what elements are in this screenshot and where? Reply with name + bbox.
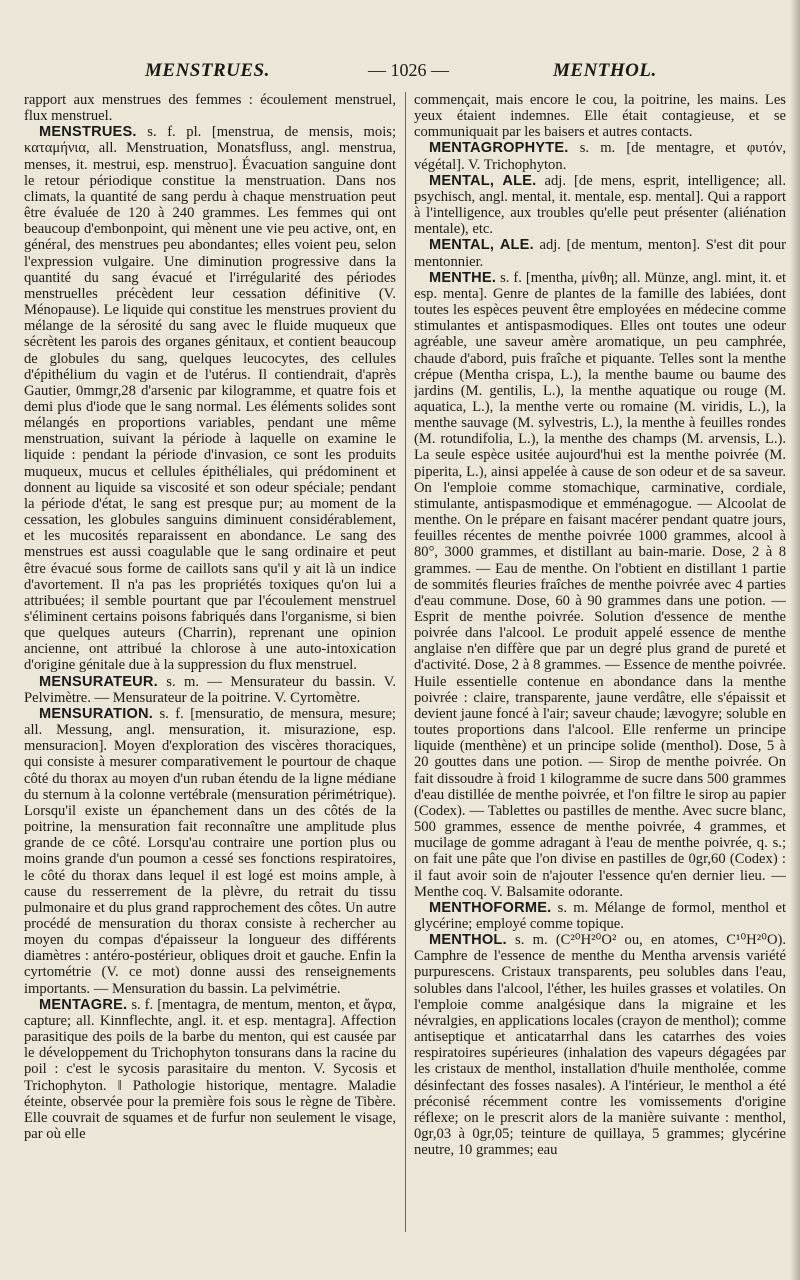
entry-headword: MENTHOL. <box>429 932 507 949</box>
entry-text: adj. [de mens, esprit, intelligence; all. psychisch, angl. mental, it. mentale, esp. mental]. Qui a rapport à l'intelligence, aux troubles qu'elle peut présenter (aliénation mentale), etc. <box>414 172 786 238</box>
page-number: — 1026 — <box>368 60 449 80</box>
entry-headword: MENTHE. <box>429 269 497 286</box>
entry-text: s. m. (C²⁰H²⁰O² ou, en atomes, C¹⁰H²⁰O). Camphre de l'essence de menthe du Mentha arvensis variété purpurescens. Cristaux transparents, peu solubles dans l'eau, solubles dans l'alcool, l'éther, les huiles grasses et volatiles. On l'emploie comme analgésique dans la migraine et les névralgies, en applications locales (crayon de menthol); comme antiseptique et anticatarrhal dans les catarrhes des voies respiratoires supérieures (inhalation des vapeurs dégagées par les cristaux de menthol, installation d'huile mentholée, comme désinfectant des fosses nasales). A l'intérieur, le menthol a été préconisé récemment contre les vomissements d'origine réflexe; on le prescrit alors de la manière suivante : menthol, 0gr,03 à 0gr,05; teinture de quillaya, 5 grammes; glycérine neutre, 10 grammes; eau <box>414 932 786 1159</box>
dictionary-entry <box>414 900 786 932</box>
entry-text: rapport aux menstrues des femmes : écoulement menstruel, flux menstruel. <box>24 92 396 125</box>
dictionary-entry <box>414 270 786 900</box>
entry-text: commençait, mais encore le cou, la poitrine, les mains. Les yeux étaient indemnes. Elle était contagieuse, et se communiquait par les baisers et autres contacts. <box>414 92 786 141</box>
entry-text: s. m. Mélange de formol, menthol et glycérine; employé comme topique. <box>414 899 786 932</box>
right-column <box>414 92 786 1242</box>
entry-text: adj. [de mentum, menton]. S'est dit pour mentonnier. <box>414 237 786 270</box>
dictionary-entry <box>414 237 786 269</box>
dictionary-entry <box>414 92 786 140</box>
dictionary-entry <box>24 706 396 997</box>
entry-headword: MENTAGROPHYTE. <box>429 140 569 157</box>
entry-text: s. f. [mentagra, de mentum, menton, et ἄγρα, capture; all. Kinnflechte, angl. it. et esp. mentagra]. Affection parasitique des poils de la barbe du menton, qui est causée par le développement du Trichophyton tonsurans dans la racine du poil : c'est le sycosis parasitaire du menton. V. Sycosis et Trichophyton. ‖ Pathologie historique, mentagre. Maladie éteinte, observée pour la première fois sous le règne de Tibère. Elle couvrait de squames et de furfur non seulement le visage, par où elle <box>24 996 396 1142</box>
dictionary-entry <box>414 140 786 172</box>
dictionary-entry <box>24 997 396 1142</box>
entry-headword: MENSTRUES. <box>39 124 137 141</box>
dictionary-entry <box>24 92 396 124</box>
entry-text: s. f. pl. [menstrua, de mensis, mois; καταμήνια, all. Menstruation, Monatsfluss, angl. menstrua, menses, it. mestrui, esp. menstruo]. Évacuation sanguine dont le retour périodique constitue la menstruation. Dans nos climats, la quantité de sang perdu à chaque menstruation peut être évaluée de 120 à 240 grammes. Les femmes qui ont beaucoup d'embonpoint, qui mènent une vie peu active, ont, en général, des menstrues peu abondantes; elles voient peu, selon l'expression vulgaire. Une diminution progressive dans la quantité du sang évacué et l'irrégularité des périodes menstruelles précèdent leur cessation définitive (V. Ménopause). Le liquide qui constitue les menstrues provient du mélange de la sérosité du sang avec le fluide muqueux que sécrètent les parois des organes génitaux, et contient beaucoup de globules du sang, quelques leucocytes, des cellules d'épithélium du vagin et de l'utérus. Il contiendrait, d'après Gautier, 0mmgr,28 d'arsenic par kilogramme, et quatre fois et demi plus d'iode que le sang normal. Les éléments solides sont mélangés en proportions variables, pendant une même menstruation, suivant la période à laquelle on examine le liquide : pendant la période d'invasion, ce sont les produits muqueux, mucus et cellules épithéliales, qui prédominent et donnent au liquide sa viscosité et son odeur spéciale; pendant la période d'état, le sang est presque pur; au moment de la cessation, les globules sanguins diminuent considérablement, et les mucosités reparaissent en abondance. Le sang des menstrues est aussi coagulable que le sang ordinaire et peut être évacué sous forme de caillots sans qu'il y ait là un indice d'avortement. Il n'a pas les propriétés toxiques qu'on lui a attribuées; il semble pourtant que par l'écoulement menstruel s'éliminent certains poisons fabriqués dans l'organisme, si bien que quelques auteurs (Charrin), reprenant une opinion ancienne, ont attribué la chlorose à une auto-intoxication d'origine génitale due à la suppression du flux menstruel. <box>24 124 396 674</box>
dictionary-entry <box>414 932 786 1158</box>
entry-text: s. m. — Mensurateur du bassin. V. Pelvimètre. — Mensurateur de la poitrine. V. Cyrtomètre. <box>24 673 396 706</box>
dictionary-entry <box>414 173 786 238</box>
running-header <box>0 60 800 88</box>
entry-text: s. f. [mentha, μίνθη; all. Münze, angl. mint, it. et esp. menta]. Genre de plantes de la famille des labiées, dont toutes les espèces peuvent être employées en médecine comme stimulantes et antispasmodiques. Elles ont toutes une odeur agréable, une saveur amère aromatique, un peu camphrée, chaude d'abord, puis fraîche et piquante. Telles sont la menthe crépue (Mentha crispa, L.), la menthe baume ou baume des jardins (M. gentilis, L.), la menthe aquatique ou rouge (M. aquatica, L.), la menthe verte ou romaine (M. viridis, L.), la menthe sauvage (M. sylvestris, L.), la menthe à feuilles rondes (M. rotundifolia, L.), la menthe des champs (M. arvensis, L.). La seule espèce usitée aujourd'hui est la menthe poivrée (M. piperita, L.), ainsi appelée à cause de son odeur et de sa saveur. On l'emploie comme stomachique, carminative, cordiale, stimulante, antispasmodique et emménagogue. — Alcoolat de menthe. On le prépare en faisant macérer pendant quatre jours, feuilles récentes de menthe poivrée 1000 grammes, alcool à 80°, 3000 grammes, et distillant au bain-marie. Dose, 2 à 8 grammes. — Eau de menthe. On l'obtient en distillant 1 partie de sommités fleuries fraîches de menthe poivrée avec 4 parties d'eau commune. Dose, 60 à 90 grammes dans une potion. — Esprit de menthe poivrée. Solution d'essence de menthe poivrée dans l'alcool. Le produit appelé essence de menthe anglaise n'en diffère que par un degré plus grand de pureté et d'activité. Dose, 2 à 8 grammes. — Essence de menthe poivrée. Huile essentielle contenue en abondance dans la menthe poivrée : claire, transparente, jaune verdâtre, elle s'épaissit et devient jaune foncé à l'air; saveur chaude; lævogyre; soluble en toutes proportions dans l'alcool. Elle renferme un principe liquide (menthène) et un principe solide (menthol). Dose, 5 à 20 gouttes dans une potion. — Sirop de menthe poivrée. On fait dissoudre à froid 1 kilogramme de sucre dans 500 grammes d'eau distillée de menthe poivrée, et l'on filtre le sirop au papier (Codex). — Tablettes ou pastilles de menthe. Avec sucre blanc, 500 grammes, essence de menthe poivrée, 4 grammes, et mucilage de gomme adragant à l'eau de menthe poivrée, q. s.; on fait une pâte que l'on divise en pastilles de 0gr,60 (Codex) : il faut avoir soin de n'ajouter l'essence qu'en dernier lieu. — Menthe coq. V. Balsamite odorante. <box>414 269 786 900</box>
dictionary-entry <box>24 674 396 706</box>
entry-headword: MENSURATION. <box>39 705 154 722</box>
entry-headword: MENTAGRE. <box>39 996 128 1013</box>
entry-headword: MENTAL, ALE. <box>429 237 534 254</box>
page-edge-shadow <box>790 0 800 1280</box>
entry-text: s. m. [de mentagre, et φυτόν, végétal]. V. Trichophyton. <box>414 140 786 173</box>
entry-text: s. f. [mensuratio, de mensura, mesure; all. Messung, angl. mensuration, it. misurazione, esp. mensuracion]. Moyen d'exploration des viscères thoraciques, qui consiste à mesurer comparativement le pourtour de chaque côté du thorax au moyen d'un ruban étendu de la ligne médiane du sternum à la colonne vertébrale (mensuration périmétrique). Lorsqu'il existe un épanchement dans un des côtés de la poitrine, la mensuration fait reconnaître une amplitude plus grande de ce côté. Lorsqu'au contraire une portion plus ou moins grande d'un poumon a cessé ses fonctions respiratoires, le côté du thorax dans lequel il est logé est moins ample, à cause du resserrement de la plèvre, du retrait du tissu pulmonaire et du plus grand rapprochement des côtes. Un autre procédé de mensuration du thorax consiste à rechercher au moyen du compas d'épaisseur la longueur des différents diamètres : antéro-postérieur, obliques droit et gauche. Enfin la cyrtométrie (V. ce mot) donne aussi des renseignements importants. — Mensuration du bassin. La pelvimétrie. <box>24 705 396 997</box>
entry-headword: MENTHOFORME. <box>429 899 552 916</box>
header-left-guide-word: MENSTRUES. <box>145 60 270 81</box>
column-divider <box>405 92 406 1232</box>
entry-headword: MENTAL, ALE. <box>429 172 537 189</box>
dictionary-entry <box>24 124 396 673</box>
header-right-guide-word: MENTHOL. <box>553 60 657 81</box>
entry-headword: MENSURATEUR. <box>39 673 158 690</box>
left-column <box>24 92 396 1242</box>
